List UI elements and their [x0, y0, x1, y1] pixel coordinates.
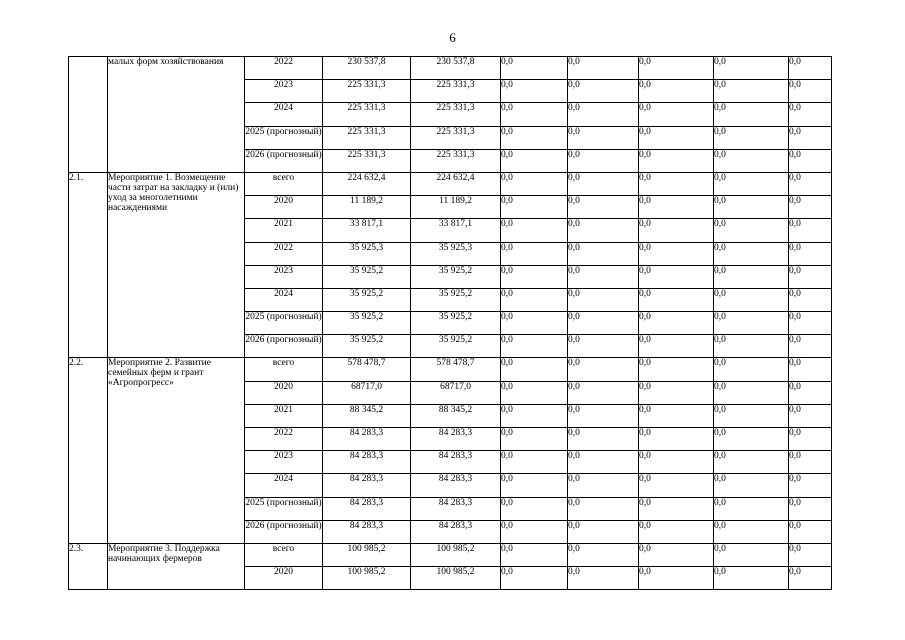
- other-source-amount-cell: 0,0: [501, 312, 568, 335]
- other-source-amount-cell: 0,0: [789, 172, 832, 195]
- other-source-amount-cell: 0,0: [714, 288, 789, 311]
- federal-amount-cell: 230 537,8: [411, 57, 501, 80]
- other-source-amount-cell: 0,0: [568, 219, 639, 242]
- other-source-amount-cell: 0,0: [714, 242, 789, 265]
- year-cell: 2021: [245, 219, 323, 242]
- other-source-amount-cell: 0,0: [568, 126, 639, 149]
- other-source-amount-cell: 0,0: [501, 543, 568, 566]
- other-source-amount-cell: 0,0: [568, 149, 639, 172]
- other-source-amount-cell: 0,0: [789, 265, 832, 288]
- other-source-amount-cell: 0,0: [789, 196, 832, 219]
- other-source-amount-cell: 0,0: [714, 358, 789, 381]
- total-amount-cell: 225 331,3: [323, 126, 411, 149]
- federal-amount-cell: 84 283,3: [411, 497, 501, 520]
- other-source-amount-cell: 0,0: [789, 451, 832, 474]
- federal-amount-cell: 33 817,1: [411, 219, 501, 242]
- other-source-amount-cell: 0,0: [639, 219, 714, 242]
- other-source-amount-cell: 0,0: [568, 288, 639, 311]
- other-source-amount-cell: 0,0: [639, 335, 714, 358]
- other-source-amount-cell: 0,0: [568, 428, 639, 451]
- other-source-amount-cell: 0,0: [639, 196, 714, 219]
- other-source-amount-cell: 0,0: [501, 451, 568, 474]
- other-source-amount-cell: 0,0: [714, 520, 789, 543]
- other-source-amount-cell: 0,0: [568, 265, 639, 288]
- total-amount-cell: 84 283,3: [323, 497, 411, 520]
- federal-amount-cell: 35 925,2: [411, 335, 501, 358]
- other-source-amount-cell: 0,0: [639, 172, 714, 195]
- other-source-amount-cell: 0,0: [639, 451, 714, 474]
- year-cell: 2025 (прогнозный): [245, 497, 323, 520]
- other-source-amount-cell: 0,0: [714, 196, 789, 219]
- federal-amount-cell: 68717,0: [411, 381, 501, 404]
- year-cell: 2020: [245, 196, 323, 219]
- other-source-amount-cell: 0,0: [714, 219, 789, 242]
- other-source-amount-cell: 0,0: [568, 451, 639, 474]
- other-source-amount-cell: 0,0: [501, 404, 568, 427]
- federal-amount-cell: 35 925,2: [411, 265, 501, 288]
- year-cell: 2022: [245, 428, 323, 451]
- federal-amount-cell: 225 331,3: [411, 103, 501, 126]
- federal-amount-cell: 84 283,3: [411, 451, 501, 474]
- other-source-amount-cell: 0,0: [639, 57, 714, 80]
- other-source-amount-cell: 0,0: [568, 404, 639, 427]
- total-amount-cell: 100 985,2: [323, 543, 411, 566]
- other-source-amount-cell: 0,0: [639, 265, 714, 288]
- other-source-amount-cell: 0,0: [568, 474, 639, 497]
- other-source-amount-cell: 0,0: [568, 335, 639, 358]
- other-source-amount-cell: 0,0: [568, 242, 639, 265]
- table-row: [69, 172, 832, 195]
- year-cell: всего: [245, 358, 323, 381]
- total-amount-cell: 11 189,2: [323, 196, 411, 219]
- other-source-amount-cell: 0,0: [714, 497, 789, 520]
- other-source-amount-cell: 0,0: [639, 103, 714, 126]
- federal-amount-cell: 35 925,2: [411, 312, 501, 335]
- other-source-amount-cell: 0,0: [568, 381, 639, 404]
- total-amount-cell: 84 283,3: [323, 520, 411, 543]
- budget-table: [68, 56, 832, 590]
- other-source-amount-cell: 0,0: [714, 172, 789, 195]
- other-source-amount-cell: 0,0: [789, 497, 832, 520]
- other-source-amount-cell: 0,0: [789, 404, 832, 427]
- other-source-amount-cell: 0,0: [501, 497, 568, 520]
- other-source-amount-cell: 0,0: [714, 57, 789, 80]
- other-source-amount-cell: 0,0: [639, 404, 714, 427]
- total-amount-cell: 84 283,3: [323, 474, 411, 497]
- measure-number: 2.1.: [69, 172, 108, 358]
- total-amount-cell: 35 925,2: [323, 335, 411, 358]
- measure-number: 2.2.: [69, 358, 108, 544]
- other-source-amount-cell: 0,0: [639, 358, 714, 381]
- other-source-amount-cell: 0,0: [714, 428, 789, 451]
- other-source-amount-cell: 0,0: [789, 149, 832, 172]
- table-body: [69, 57, 832, 590]
- total-amount-cell: 35 925,2: [323, 288, 411, 311]
- year-cell: 2022: [245, 57, 323, 80]
- table-row: [69, 57, 832, 80]
- total-amount-cell: 230 537,8: [323, 57, 411, 80]
- other-source-amount-cell: 0,0: [501, 242, 568, 265]
- measure-name: малых форм хозяйствования: [108, 57, 245, 173]
- total-amount-cell: 33 817,1: [323, 219, 411, 242]
- other-source-amount-cell: 0,0: [568, 57, 639, 80]
- federal-amount-cell: 578 478,7: [411, 358, 501, 381]
- year-cell: 2023: [245, 80, 323, 103]
- other-source-amount-cell: 0,0: [789, 219, 832, 242]
- other-source-amount-cell: 0,0: [789, 242, 832, 265]
- other-source-amount-cell: 0,0: [789, 543, 832, 566]
- table-row: [69, 358, 832, 381]
- year-cell: всего: [245, 543, 323, 566]
- total-amount-cell: 68717,0: [323, 381, 411, 404]
- total-amount-cell: 100 985,2: [323, 567, 411, 590]
- other-source-amount-cell: 0,0: [639, 126, 714, 149]
- other-source-amount-cell: 0,0: [639, 543, 714, 566]
- other-source-amount-cell: 0,0: [714, 335, 789, 358]
- other-source-amount-cell: 0,0: [568, 358, 639, 381]
- measure-number: [69, 57, 108, 173]
- other-source-amount-cell: 0,0: [568, 520, 639, 543]
- page-number: 6: [449, 30, 456, 45]
- other-source-amount-cell: 0,0: [714, 543, 789, 566]
- federal-amount-cell: 11 189,2: [411, 196, 501, 219]
- other-source-amount-cell: 0,0: [714, 567, 789, 590]
- federal-amount-cell: 84 283,3: [411, 474, 501, 497]
- year-cell: 2020: [245, 567, 323, 590]
- total-amount-cell: 224 632,4: [323, 172, 411, 195]
- other-source-amount-cell: 0,0: [568, 567, 639, 590]
- other-source-amount-cell: 0,0: [639, 520, 714, 543]
- federal-amount-cell: 100 985,2: [411, 567, 501, 590]
- other-source-amount-cell: 0,0: [789, 520, 832, 543]
- other-source-amount-cell: 0,0: [714, 312, 789, 335]
- federal-amount-cell: 100 985,2: [411, 543, 501, 566]
- other-source-amount-cell: 0,0: [501, 520, 568, 543]
- other-source-amount-cell: 0,0: [501, 567, 568, 590]
- total-amount-cell: 84 283,3: [323, 451, 411, 474]
- other-source-amount-cell: 0,0: [568, 103, 639, 126]
- year-cell: 2022: [245, 242, 323, 265]
- other-source-amount-cell: 0,0: [639, 149, 714, 172]
- other-source-amount-cell: 0,0: [501, 474, 568, 497]
- federal-amount-cell: 225 331,3: [411, 149, 501, 172]
- total-amount-cell: 35 925,2: [323, 312, 411, 335]
- other-source-amount-cell: 0,0: [501, 219, 568, 242]
- other-source-amount-cell: 0,0: [501, 265, 568, 288]
- other-source-amount-cell: 0,0: [789, 312, 832, 335]
- total-amount-cell: 35 925,2: [323, 265, 411, 288]
- other-source-amount-cell: 0,0: [639, 567, 714, 590]
- other-source-amount-cell: 0,0: [501, 80, 568, 103]
- federal-amount-cell: 35 925,2: [411, 288, 501, 311]
- other-source-amount-cell: 0,0: [639, 497, 714, 520]
- total-amount-cell: 84 283,3: [323, 428, 411, 451]
- other-source-amount-cell: 0,0: [714, 451, 789, 474]
- year-cell: 2023: [245, 451, 323, 474]
- year-cell: 2025 (прогнозный): [245, 312, 323, 335]
- year-cell: 2025 (прогнозный): [245, 126, 323, 149]
- other-source-amount-cell: 0,0: [568, 196, 639, 219]
- year-cell: 2024: [245, 474, 323, 497]
- table-row: [69, 543, 832, 566]
- other-source-amount-cell: 0,0: [639, 288, 714, 311]
- measure-name: Мероприятие 3. Поддержка начинающих фермеров: [108, 543, 245, 589]
- other-source-amount-cell: 0,0: [501, 149, 568, 172]
- other-source-amount-cell: 0,0: [639, 80, 714, 103]
- other-source-amount-cell: 0,0: [568, 80, 639, 103]
- total-amount-cell: 225 331,3: [323, 80, 411, 103]
- federal-amount-cell: 84 283,3: [411, 520, 501, 543]
- other-source-amount-cell: 0,0: [639, 312, 714, 335]
- federal-amount-cell: 225 331,3: [411, 126, 501, 149]
- federal-amount-cell: 35 925,3: [411, 242, 501, 265]
- measure-number: 2.3.: [69, 543, 108, 589]
- other-source-amount-cell: 0,0: [568, 172, 639, 195]
- other-source-amount-cell: 0,0: [789, 381, 832, 404]
- other-source-amount-cell: 0,0: [789, 288, 832, 311]
- other-source-amount-cell: 0,0: [501, 358, 568, 381]
- other-source-amount-cell: 0,0: [501, 172, 568, 195]
- year-cell: 2021: [245, 404, 323, 427]
- total-amount-cell: 88 345,2: [323, 404, 411, 427]
- other-source-amount-cell: 0,0: [501, 196, 568, 219]
- other-source-amount-cell: 0,0: [501, 335, 568, 358]
- measure-name: Мероприятие 1. Возмещение части затрат на закладку и (или) уход за многолетними насаждениями: [108, 172, 245, 358]
- other-source-amount-cell: 0,0: [568, 497, 639, 520]
- other-source-amount-cell: 0,0: [639, 381, 714, 404]
- year-cell: 2026 (прогнозный): [245, 520, 323, 543]
- measure-name: Мероприятие 2. Развитие семейных ферм и грант «Агропрогресс»: [108, 358, 245, 544]
- other-source-amount-cell: 0,0: [639, 428, 714, 451]
- federal-amount-cell: 224 632,4: [411, 172, 501, 195]
- other-source-amount-cell: 0,0: [501, 428, 568, 451]
- total-amount-cell: 225 331,3: [323, 103, 411, 126]
- total-amount-cell: 578 478,7: [323, 358, 411, 381]
- other-source-amount-cell: 0,0: [789, 335, 832, 358]
- other-source-amount-cell: 0,0: [568, 312, 639, 335]
- other-source-amount-cell: 0,0: [501, 103, 568, 126]
- other-source-amount-cell: 0,0: [789, 428, 832, 451]
- other-source-amount-cell: 0,0: [501, 288, 568, 311]
- other-source-amount-cell: 0,0: [501, 57, 568, 80]
- year-cell: 2023: [245, 265, 323, 288]
- total-amount-cell: 225 331,3: [323, 149, 411, 172]
- other-source-amount-cell: 0,0: [639, 474, 714, 497]
- other-source-amount-cell: 0,0: [501, 381, 568, 404]
- other-source-amount-cell: 0,0: [714, 404, 789, 427]
- other-source-amount-cell: 0,0: [789, 103, 832, 126]
- total-amount-cell: 35 925,3: [323, 242, 411, 265]
- other-source-amount-cell: 0,0: [639, 242, 714, 265]
- year-cell: 2024: [245, 103, 323, 126]
- year-cell: 2020: [245, 381, 323, 404]
- federal-amount-cell: 84 283,3: [411, 428, 501, 451]
- other-source-amount-cell: 0,0: [714, 103, 789, 126]
- year-cell: 2026 (прогнозный): [245, 149, 323, 172]
- other-source-amount-cell: 0,0: [789, 57, 832, 80]
- year-cell: всего: [245, 172, 323, 195]
- other-source-amount-cell: 0,0: [714, 149, 789, 172]
- other-source-amount-cell: 0,0: [789, 474, 832, 497]
- other-source-amount-cell: 0,0: [789, 358, 832, 381]
- year-cell: 2026 (прогнозный): [245, 335, 323, 358]
- other-source-amount-cell: 0,0: [501, 126, 568, 149]
- federal-amount-cell: 88 345,2: [411, 404, 501, 427]
- federal-amount-cell: 225 331,3: [411, 80, 501, 103]
- other-source-amount-cell: 0,0: [714, 265, 789, 288]
- other-source-amount-cell: 0,0: [714, 474, 789, 497]
- other-source-amount-cell: 0,0: [568, 543, 639, 566]
- other-source-amount-cell: 0,0: [789, 567, 832, 590]
- other-source-amount-cell: 0,0: [789, 126, 832, 149]
- other-source-amount-cell: 0,0: [789, 80, 832, 103]
- other-source-amount-cell: 0,0: [714, 80, 789, 103]
- year-cell: 2024: [245, 288, 323, 311]
- other-source-amount-cell: 0,0: [714, 381, 789, 404]
- other-source-amount-cell: 0,0: [714, 126, 789, 149]
